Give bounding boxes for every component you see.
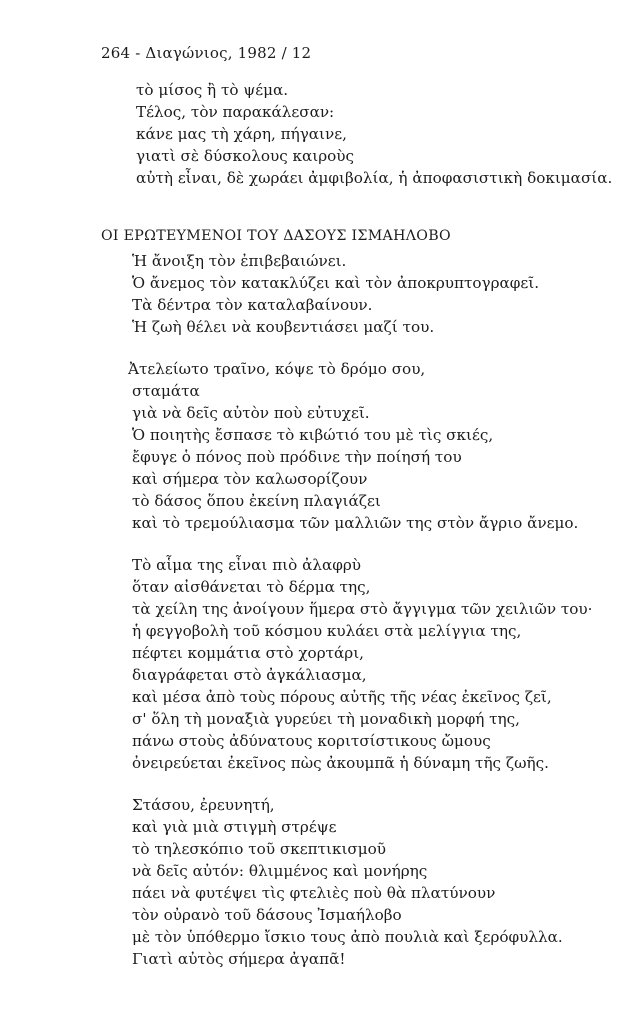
poem-line: γιὰ νὰ δεῖς αὐτὸν ποὺ εὐτυχεῖ. <box>132 404 370 422</box>
poem-line: τὸν οὐρανὸ τοῦ δάσους Ἰσμαήλοβο <box>132 906 402 924</box>
poem-line: τὸ τηλεσκόπιο τοῦ σκεπτικισμοῦ <box>132 840 387 858</box>
poem-line: καὶ τὸ τρεμούλιασμα τῶν μαλλιῶν της στὸν ἄγριο ἄνεμο. <box>132 514 579 532</box>
poem-line: τὸ δάσος ὅπου ἐκείνη πλαγιάζει <box>132 492 381 510</box>
poem-line: αὐτὴ εἶναι, δὲ χωράει ἀμφιβολία, ἡ ἀποφασιστικὴ δοκιμασία. <box>136 169 613 187</box>
poem-line: ἡ φεγγοβολὴ τοῦ κόσμου κυλάει στὰ μελίγγια της, <box>132 622 522 640</box>
poem-line: σ' ὅλη τὴ μοναξιὰ γυρεύει τὴ μοναδικὴ μορφή της, <box>132 710 520 728</box>
poem-line: Γιατὶ αὐτὸς σήμερα ἀγαπᾶ! <box>132 950 346 968</box>
poem-line: καὶ μέσα ἀπὸ τοὺς πόρους αὐτῆς τῆς νέας ἐκεῖνος ζεῖ, <box>132 688 552 706</box>
poem-line: Ὁ ἄνεμος τὸν κατακλύζει καὶ τὸν ἀποκρυπτογραφεῖ. <box>132 274 540 292</box>
poem-line: διαγράφεται στὸ ἀγκάλιασμα, <box>132 666 367 684</box>
poem-line: πέφτει κομμάτια στὸ χορτάρι, <box>132 644 364 662</box>
poem-title: ΟΙ ΕΡΩΤΕΥΜΕΝΟΙ ΤΟΥ ΔΑΣΟΥΣ ΙΣΜΑΗΛΟΒΟ <box>101 228 451 244</box>
poem-line: Τὰ δέντρα τὸν καταλαβαίνουν. <box>132 296 373 314</box>
poem-line: Ἀτελείωτο τραῖνο, κόψε τὸ δρόμο σου, <box>128 360 426 378</box>
poem-line: Ἡ ἄνοιξη τὸν ἐπιβεβαιώνει. <box>132 252 347 270</box>
poem-line: τὸ μίσος ἢ τὸ ψέμα. <box>136 81 289 99</box>
poem-line: σταμάτα <box>132 382 200 400</box>
poem-line: πάνω στοὺς ἀδύνατους κοριτσίστικους ὤμους <box>132 732 491 750</box>
poem-line: πάει νὰ φυτέψει τὶς φτελιὲς ποὺ θὰ πλατύνουν <box>132 884 496 902</box>
poem-line: τὰ χείλη της ἀνοίγουν ἥμερα στὸ ἄγγιγμα τῶν χειλιῶν του· <box>132 600 593 618</box>
poem-line: καὶ γιὰ μιὰ στιγμὴ στρέψε <box>132 818 337 836</box>
poem-line: Τέλος, τὸν παρακάλεσαν: <box>136 103 335 121</box>
poem-line: γιατὶ σὲ δύσκολους καιροὺς <box>136 147 355 165</box>
poem-line: μὲ τὸν ὑπόθερμο ἴσκιο τους ἀπὸ πουλιὰ καὶ ξερόφυλλα. <box>132 928 563 946</box>
running-header: 264 - Διαγώνιος, 1982 / 12 <box>101 44 312 62</box>
poem-line: ὀνειρεύεται ἐκεῖνος πὼς ἀκουμπᾶ ἡ δύναμη τῆς ζωῆς. <box>132 754 549 772</box>
poem-line: Στάσου, ἐρευνητή, <box>132 796 275 814</box>
poem-line: κάνε μας τὴ χάρη, πήγαινε, <box>136 125 347 143</box>
poem-line: καὶ σήμερα τὸν καλωσορίζουν <box>132 470 368 488</box>
poem-line: νὰ δεῖς αὐτόν: θλιμμένος καὶ μονήρης <box>132 862 428 880</box>
poem-line: Ἡ ζωὴ θέλει νὰ κουβεντιάσει μαζί του. <box>132 318 435 336</box>
poem-line: Τὸ αἷμα της εἶναι πιὸ ἀλαφρὺ <box>132 556 362 574</box>
poem-line: ἔφυγε ὁ πόνος ποὺ πρόδινε τὴν ποίησή του <box>132 448 462 466</box>
poem-line: Ὁ ποιητὴς ἔσπασε τὸ κιβώτιό του μὲ τὶς σκιές, <box>132 426 494 444</box>
poem-line: ὅταν αἰσθάνεται τὸ δέρμα της, <box>132 578 371 596</box>
